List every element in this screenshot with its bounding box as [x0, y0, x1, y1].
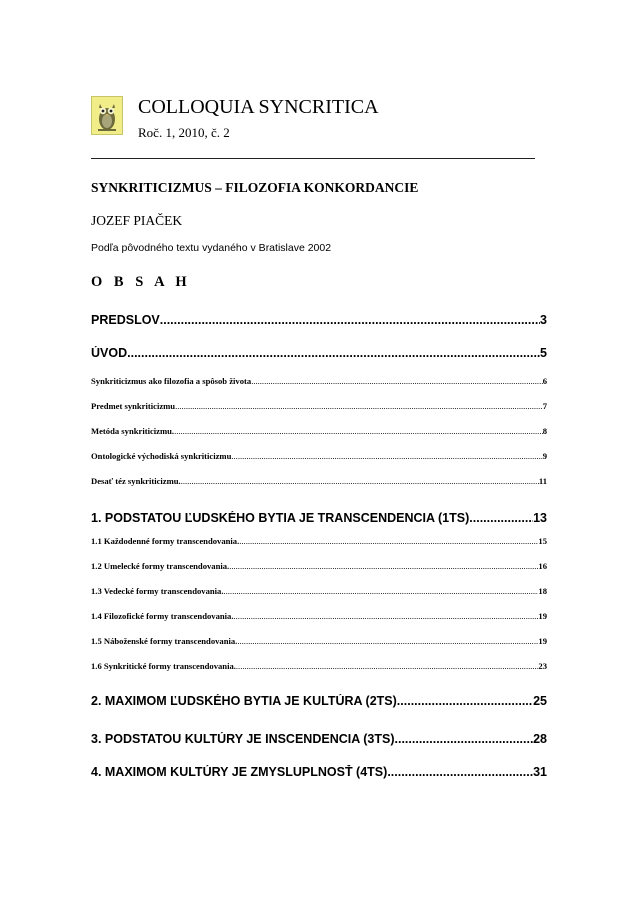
toc-leader-dots: [236, 661, 539, 672]
toc-leader-dots: [229, 561, 538, 572]
toc-entry-page: 8: [542, 426, 547, 436]
toc-entry-page: 31: [533, 765, 547, 779]
toc-entry-page: 25: [533, 694, 547, 708]
toc-entry-title: Desať téz synkriticizmu.: [91, 476, 181, 486]
toc-leader-dots: [251, 376, 543, 387]
toc-entry-title: 2. MAXIMOM ĽUDSKÉHO BYTIA JE KULTÚRA (2TS): [91, 694, 397, 708]
toc-leader-dots: [237, 636, 538, 647]
toc-leader-dots: [469, 511, 533, 526]
toc-entry-chapter-3[interactable]: [91, 732, 547, 747]
toc-entry-title: 1.5 Náboženské formy transcendovania.: [91, 636, 238, 646]
toc-entry-1-2[interactable]: [91, 561, 547, 572]
toc-entry-page: 3: [540, 313, 547, 327]
source-note: Podľa pôvodného textu vydaného v Bratislave 2002: [91, 242, 332, 254]
toc-leader-dots: [395, 732, 534, 747]
toc-entry-uvod[interactable]: [91, 346, 547, 361]
toc-entry-page: 19: [538, 636, 547, 646]
toc-entry-page: 18: [538, 586, 547, 596]
toc-entry-1-4[interactable]: [91, 611, 547, 622]
toc-entry-title: PREDSLOV: [91, 313, 160, 327]
toc-leader-dots: [160, 313, 540, 328]
toc-entry-chapter-2[interactable]: [91, 694, 547, 709]
toc-entry-title: 1.1 Každodenné formy transcendovania.: [91, 536, 240, 546]
toc-leader-dots: [387, 765, 533, 780]
toc-entry-1-6[interactable]: [91, 661, 547, 672]
toc-entry-predslov[interactable]: [91, 313, 547, 328]
owl-logo-icon: [91, 96, 123, 135]
toc-entry-1-1[interactable]: [91, 536, 547, 547]
toc-entry-title: ÚVOD: [91, 346, 128, 360]
toc-entry-1-3[interactable]: [91, 586, 547, 597]
toc-entry-title: 1.2 Umelecké formy transcendovania.: [91, 561, 230, 571]
toc-entry-title: 1. PODSTATOU ĽUDSKÉHO BYTIA JE TRANSCENDENCIA (1TS): [91, 511, 470, 525]
toc-leader-dots: [175, 401, 543, 412]
toc-entry-page: 16: [538, 561, 547, 571]
toc-entry-page: 28: [533, 732, 547, 746]
article-title: SYNKRITICIZMUS – FILOZOFIA KONKORDANCIE: [91, 180, 419, 195]
toc-entry-title: 1.3 Vedecké formy transcendovania.: [91, 586, 224, 596]
author-name: JOZEF PIAČEK: [91, 213, 183, 228]
toc-entry-page: 19: [538, 611, 547, 621]
toc-entry-title: 4. MAXIMOM KULTÚRY JE ZMYSLUPLNOSŤ (4TS): [91, 765, 388, 779]
toc-entry-1-5[interactable]: [91, 636, 547, 647]
toc-entry-desat-tez[interactable]: [91, 476, 547, 487]
toc-leader-dots: [397, 694, 533, 709]
toc-entry-title: 1.4 Filozofické formy transcendovania.: [91, 611, 234, 621]
toc-heading: O B S A H: [91, 274, 191, 290]
toc-leader-dots: [223, 586, 538, 597]
toc-entry-page: 11: [538, 476, 547, 486]
toc-leader-dots: [127, 346, 540, 361]
toc-leader-dots: [231, 451, 542, 462]
toc-leader-dots: [174, 426, 543, 437]
header-divider: [91, 158, 535, 159]
journal-issue: Roč. 1, 2010, č. 2: [138, 125, 230, 140]
toc-entry-page: 7: [542, 401, 547, 411]
toc-entry-title: Synkriticizmus ako filozofia a spôsob života: [91, 376, 252, 386]
toc-entry-chapter-4[interactable]: [91, 765, 547, 780]
toc-entry-page: 9: [542, 451, 547, 461]
toc-entry-title: Predmet synkriticizmu: [91, 401, 176, 411]
toc-entry-page: 15: [538, 536, 547, 546]
toc-leader-dots: [239, 536, 538, 547]
toc-entry-page: 5: [540, 346, 547, 360]
toc-entry-chapter-1[interactable]: [91, 511, 547, 526]
toc-entry-title: 3. PODSTATOU KULTÚRY JE INSCENDENCIA (3TS): [91, 732, 395, 746]
toc-leader-dots: [181, 476, 539, 487]
toc-entry-page: 23: [538, 661, 547, 671]
toc-entry-title: 1.6 Synkritické formy transcendovania.: [91, 661, 236, 671]
journal-title: COLLOQUIA SYNCRITICA: [138, 96, 379, 118]
toc-entry-metoda[interactable]: [91, 426, 547, 437]
toc-entry-page: 6: [542, 376, 547, 386]
toc-leader-dots: [234, 611, 539, 622]
toc-entry-page: 13: [533, 511, 547, 525]
toc-entry-predmet[interactable]: [91, 401, 547, 412]
toc-entry-title: Metóda synkriticizmu.: [91, 426, 175, 436]
toc-entry-ontologicke-vychodiska[interactable]: [91, 451, 547, 462]
toc-entry-title: Ontologické východiská synkriticizmu: [91, 451, 232, 461]
toc-entry-synkriticizmus-ako-filozofia[interactable]: [91, 376, 547, 387]
